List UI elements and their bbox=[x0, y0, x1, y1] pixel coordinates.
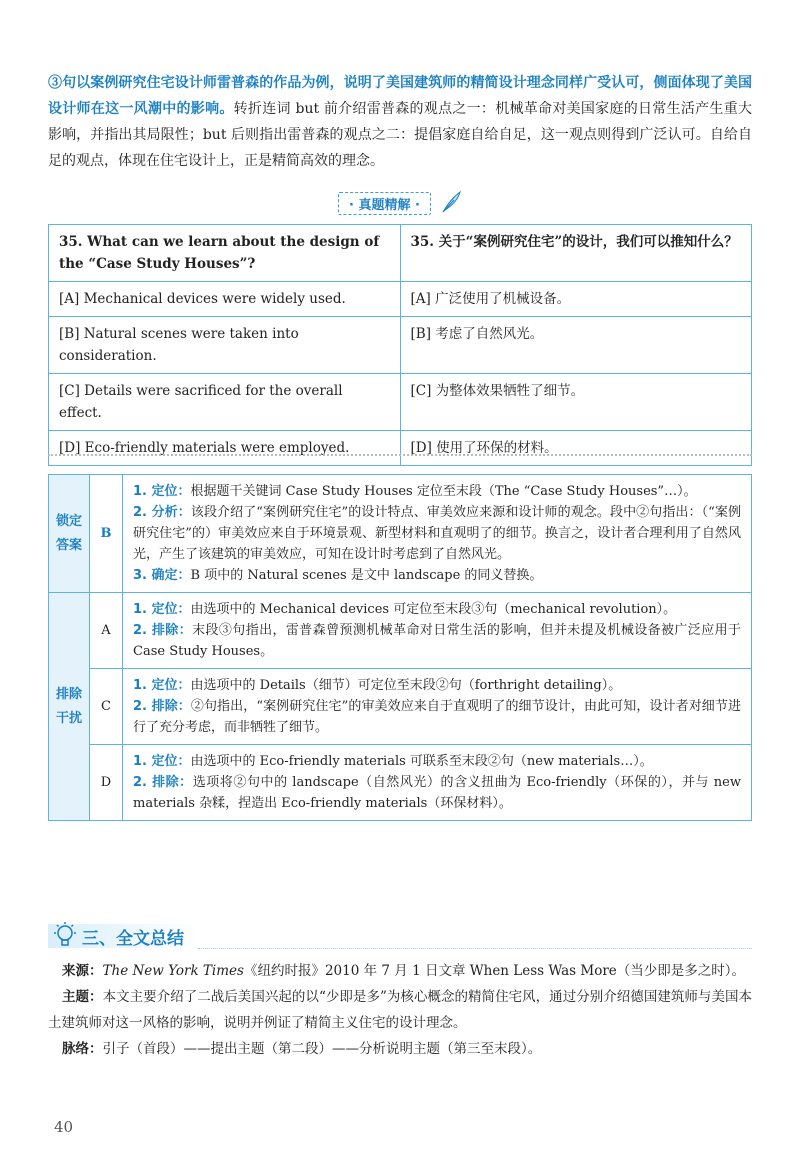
section-title: 三、全文总结 bbox=[82, 929, 184, 949]
option-en: [B] Natural scenes were taken into consideration. bbox=[49, 317, 401, 374]
lightbulb-icon bbox=[52, 922, 78, 954]
question-stem-zh: 35. 关于“案例研究住宅”的设计，我们可以推知什么？ bbox=[400, 225, 752, 282]
intro-rest: 转折连词 but 前介绍雷普森的观点之一：机械革命对美国家庭的日常生活产生重大影响，并指出其局限性；but 后则指出雷普森的观点之二：提倡家庭自给自足，这一观点则得到广泛认可。自给自足的观点，体现在住宅设计上，正是精简高效的理念。 bbox=[48, 101, 752, 169]
summary-label: 脉络： bbox=[62, 1041, 103, 1057]
distractor-row bbox=[49, 669, 752, 745]
distractor-explanation bbox=[123, 745, 752, 821]
analysis-key: 1. 定位： bbox=[133, 678, 191, 693]
option-row bbox=[49, 317, 752, 374]
distractor-option: D bbox=[90, 745, 123, 821]
lock-answer-label: 锁定答案 bbox=[49, 475, 90, 593]
option-zh: [C] 为整体效果牺牲了细节。 bbox=[400, 374, 752, 431]
summary-text: 引子（首段）——提出主题（第二段）——分析说明主题（第三至末段）。 bbox=[102, 1041, 542, 1057]
option-zh: [A] 广泛使用了机械设备。 bbox=[400, 282, 752, 317]
summary-text: 本文主要介绍了二战后美国兴起的以“少即是多”为核心概念的精简住宅风，通过分别介绍德国建筑师与美国本土建筑师对这一风格的影响，说明并例证了精简主义住宅的设计理念。 bbox=[48, 989, 752, 1031]
analysis-text: 根据题干关键词 Case Study Houses 定位至末段（The “Case Study Houses”…）。 bbox=[190, 484, 697, 499]
intro-highlight: ③句以案例研究住宅设计师雷普森的作品为例，说明了美国建筑师的精简设计理念同样广受认可，侧面体现了美国设计师在这一风潮中的影响。 bbox=[48, 75, 752, 117]
analysis-key: 2. 排除： bbox=[133, 623, 193, 638]
analysis-table bbox=[48, 474, 752, 821]
summary-context bbox=[48, 1036, 752, 1062]
summary-theme bbox=[48, 984, 752, 1036]
section-badge-row bbox=[48, 190, 752, 218]
option-row bbox=[49, 431, 752, 466]
page-number: 40 bbox=[54, 1118, 74, 1136]
distractor-row bbox=[49, 593, 752, 669]
analysis-key: 1. 定位： bbox=[133, 754, 191, 769]
distractor-explanation bbox=[123, 669, 752, 745]
analysis-item bbox=[133, 565, 741, 586]
analysis-item bbox=[133, 481, 741, 502]
answer-row bbox=[49, 475, 752, 593]
analysis-text: 由选项中的 Details（细节）可定位至末段②句（forthright detailing）。 bbox=[190, 678, 622, 693]
analysis-key: 1. 定位： bbox=[133, 602, 191, 617]
dotted-divider bbox=[48, 454, 752, 456]
intro-paragraph bbox=[48, 70, 752, 174]
answer-option: B bbox=[90, 475, 123, 593]
distractor-explanation bbox=[123, 593, 752, 669]
analysis-text: 该段介绍了“案例研究住宅”的设计特点、审美效应来源和设计师的观念。段中②句指出：（“案例研究住宅”的）审美效应来自于环境景观、新型材料和直观明了的细节。换言之，设计者合理利用了自然风光，产生了该建筑的审美效应，可知在设计时考虑到了自然风光。 bbox=[133, 505, 741, 562]
distractor-option: C bbox=[90, 669, 123, 745]
option-en: [D] Eco-friendly materials were employed. bbox=[49, 431, 401, 466]
summary-section-header bbox=[48, 922, 752, 950]
analysis-text: B 项中的 Natural scenes 是文中 landscape 的同义替换。 bbox=[190, 568, 543, 583]
analysis-key: 2. 排除： bbox=[133, 699, 191, 714]
summary-label: 主题： bbox=[62, 989, 103, 1005]
option-row bbox=[49, 374, 752, 431]
analysis-text: 末段③句指出，雷普森曾预测机械革命对日常生活的影响，但并未提及机械设备被广泛应用于 Case Study Houses。 bbox=[133, 623, 741, 659]
summary-body bbox=[48, 958, 752, 1062]
analysis-item bbox=[133, 696, 741, 738]
analysis-text: ②句指出，“案例研究住宅”的审美效应来自于直观明了的细节设计，由此可知，设计者对细节进行了充分考虑，而非牺牲了细节。 bbox=[133, 699, 741, 735]
source-publication: The New York Times bbox=[102, 963, 244, 979]
analysis-text: 由选项中的 Eco-friendly materials 可联系至末段②句（new materials…）。 bbox=[190, 754, 653, 769]
option-row bbox=[49, 282, 752, 317]
analysis-key: 1. 定位： bbox=[133, 484, 191, 499]
summary-source bbox=[48, 958, 752, 984]
analysis-item bbox=[133, 772, 741, 814]
analysis-key: 2. 分析： bbox=[133, 505, 191, 520]
analysis-item bbox=[133, 675, 741, 696]
section-badge: · 真题精解 · bbox=[338, 192, 431, 215]
analysis-item bbox=[133, 620, 741, 662]
option-en: [C] Details were sacrificed for the overall effect. bbox=[49, 374, 401, 431]
analysis-key: 3. 确定： bbox=[133, 568, 191, 583]
summary-text: 《纽约时报》2010 年 7 月 1 日文章 When Less Was More（当少即是多之时）。 bbox=[243, 963, 746, 979]
analysis-item bbox=[133, 502, 741, 565]
option-en: [A] Mechanical devices were widely used. bbox=[49, 282, 401, 317]
analysis-text: 选项将②句中的 landscape（自然风光）的含义扭曲为 Eco-friendly（环保的），并与 new materials 杂糅，捏造出 Eco-friendly materials（环保材料）。 bbox=[133, 775, 741, 811]
exclude-distractor-label: 排除干扰 bbox=[49, 593, 90, 821]
analysis-key: 2. 排除： bbox=[133, 775, 193, 790]
distractor-row bbox=[49, 745, 752, 821]
feather-pen-icon bbox=[440, 190, 462, 218]
distractor-option: A bbox=[90, 593, 123, 669]
option-zh: [D] 使用了环保的材料。 bbox=[400, 431, 752, 466]
answer-explanation bbox=[123, 475, 752, 593]
question-stem-en: 35. What can we learn about the design of the “Case Study Houses”? bbox=[49, 225, 401, 282]
section-rule bbox=[198, 948, 752, 949]
question-table bbox=[48, 224, 752, 466]
option-zh: [B] 考虑了自然风光。 bbox=[400, 317, 752, 374]
question-row bbox=[49, 225, 752, 282]
analysis-item bbox=[133, 599, 741, 620]
summary-label: 来源： bbox=[62, 963, 103, 979]
analysis-item bbox=[133, 751, 741, 772]
analysis-text: 由选项中的 Mechanical devices 可定位至末段③句（mechanical revolution）。 bbox=[190, 602, 677, 617]
